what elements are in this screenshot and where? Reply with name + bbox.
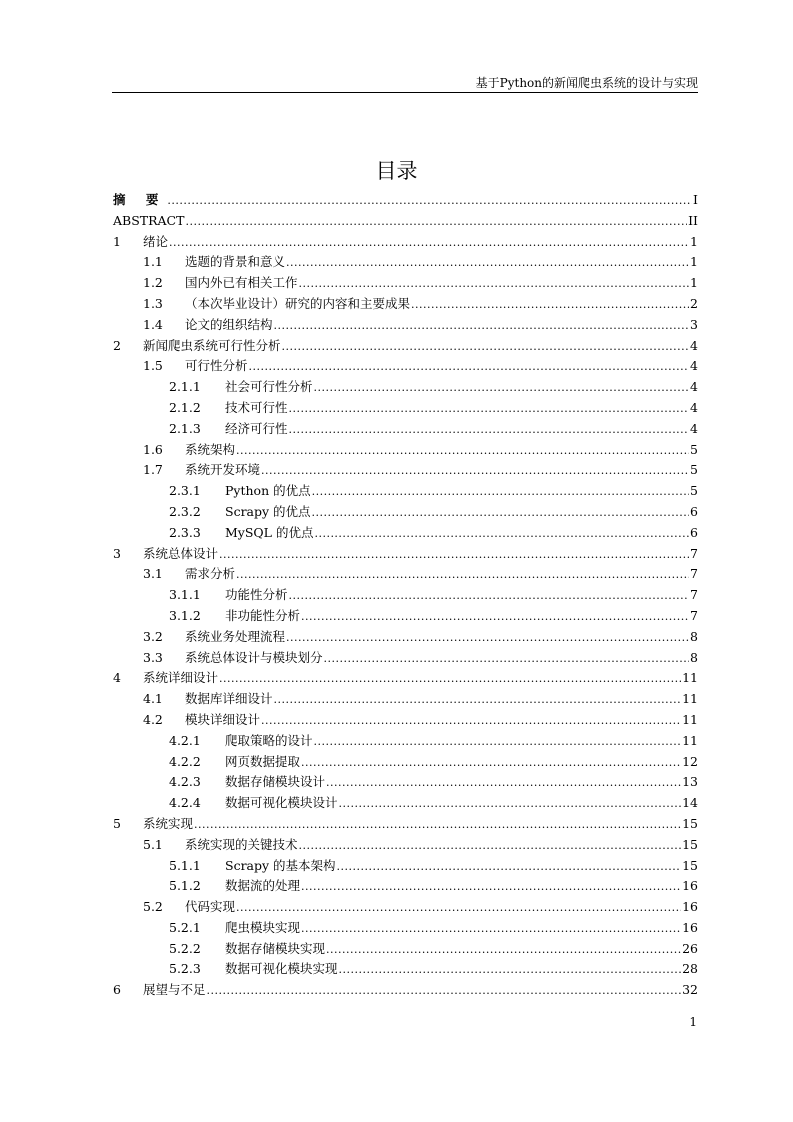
toc-entry-number: 5.1 — [143, 836, 163, 852]
toc-entry-label: 论文的组织结构 — [185, 316, 273, 332]
toc-dot-leader — [326, 773, 681, 794]
toc-entry[interactable] — [113, 627, 698, 648]
toc-entry-label: 新闻爬虫系统可行性分析 — [143, 337, 281, 353]
toc-entry-number: 1.6 — [143, 441, 163, 457]
toc-entry-page: 3 — [690, 316, 698, 332]
toc-entry[interactable] — [113, 731, 698, 752]
toc-entry[interactable] — [113, 752, 698, 773]
toc-entry[interactable] — [113, 252, 698, 273]
toc-entry-number: 3.1.2 — [169, 607, 201, 623]
toc-entry-page: I — [693, 192, 698, 207]
toc-entry[interactable] — [113, 876, 698, 897]
toc-entry-number: 5.2.3 — [169, 961, 201, 977]
toc-entry-number: 4.2.4 — [169, 795, 201, 811]
toc-entry[interactable] — [113, 710, 698, 731]
toc-entry[interactable] — [113, 835, 698, 856]
toc-dot-leader — [249, 357, 690, 378]
toc-entry-label: 数据存储模块设计 — [225, 774, 326, 790]
toc-entry[interactable] — [113, 897, 698, 918]
toc-entry-page: 7 — [690, 607, 698, 623]
toc-entry-number: 6 — [113, 982, 121, 998]
toc-entry-label: ABSTRACT — [113, 212, 185, 228]
toc-entry-page: 4 — [690, 420, 698, 436]
toc-entry-page: 4 — [690, 379, 698, 395]
toc-entry-label: Python 的优点 — [225, 483, 311, 499]
toc-entry-page: 6 — [690, 524, 698, 540]
toc-dot-leader — [194, 815, 681, 836]
toc-dot-leader — [314, 732, 682, 753]
toc-entry-label: 经济可行性 — [225, 420, 288, 436]
toc-entry-page: 4 — [690, 358, 698, 374]
toc-entry-page: 1 — [690, 254, 698, 270]
toc-dot-leader — [289, 420, 690, 441]
toc-entry-label: 社会可行性分析 — [225, 379, 313, 395]
toc-entry-page: 2 — [690, 295, 698, 311]
toc-dot-leader — [299, 274, 690, 295]
toc-entry-label: 爬取策略的设计 — [225, 732, 313, 748]
toc-entry-number: 2 — [113, 337, 121, 353]
toc-entry-page: 16 — [682, 899, 698, 915]
toc-entry-page: 11 — [682, 691, 698, 707]
toc-entry[interactable] — [113, 918, 698, 939]
toc-dot-leader — [167, 191, 692, 212]
toc-entry-page: 8 — [690, 649, 698, 665]
toc-entry-number: 4.2.3 — [169, 774, 201, 790]
toc-entry[interactable] — [113, 190, 698, 211]
toc-entry-number: 5.1.1 — [169, 857, 201, 873]
toc-dot-leader — [261, 711, 681, 732]
toc-entry-page: 7 — [690, 566, 698, 582]
toc-dot-leader — [301, 753, 681, 774]
toc-entry-page: 14 — [682, 795, 698, 811]
toc-entry-label: 非功能性分析 — [225, 607, 301, 623]
running-header: 基于Python的新闻爬虫系统的设计与实现 — [475, 76, 698, 90]
toc-entry-page: 12 — [682, 753, 698, 769]
toc-entry[interactable] — [113, 564, 698, 585]
toc-entry-label: 系统开发环境 — [185, 462, 261, 478]
toc-entry[interactable] — [113, 336, 698, 357]
toc-entry-number: 3.1.1 — [169, 587, 201, 603]
toc-entry-label: 数据流的处理 — [225, 878, 301, 894]
toc-entry[interactable] — [113, 440, 698, 461]
toc-entry-number: 5 — [113, 815, 121, 831]
toc-entry[interactable] — [113, 398, 698, 419]
toc-entry-page: 15 — [682, 815, 698, 831]
toc-entry-number: 5.2.1 — [169, 919, 201, 935]
header-divider — [112, 92, 698, 93]
toc-entry-label: 摘 要 — [113, 192, 167, 207]
toc-entry[interactable] — [113, 959, 698, 980]
toc-dot-leader — [324, 649, 690, 670]
toc-entry-page: 4 — [690, 337, 698, 353]
toc-entry-label: 国内外已有相关工作 — [185, 275, 298, 291]
toc-dot-leader — [337, 857, 682, 878]
toc-entry-label: 系统架构 — [185, 441, 236, 457]
toc-entry-page: II — [688, 212, 698, 228]
toc-entry[interactable] — [113, 585, 698, 606]
toc-entry-number: 5.2.2 — [169, 940, 201, 956]
toc-entry-number: 1.1 — [143, 254, 163, 270]
toc-entry-number: 3.3 — [143, 649, 163, 665]
toc-entry-page: 7 — [690, 545, 698, 561]
toc-entry-label: 展望与不足 — [143, 982, 206, 998]
toc-entry-page: 11 — [682, 711, 698, 727]
toc-entry-label: Scrapy 的基本架构 — [225, 857, 336, 873]
toc-entry-number: 1.5 — [143, 358, 163, 374]
toc-entry-number: 2.3.2 — [169, 503, 201, 519]
toc-entry[interactable] — [113, 356, 698, 377]
toc-entry[interactable] — [113, 689, 698, 710]
toc-entry[interactable] — [113, 419, 698, 440]
toc-entry-number: 2.3.1 — [169, 483, 201, 499]
toc-entry-label: 数据库详细设计 — [185, 691, 273, 707]
toc-entry-page: 1 — [690, 275, 698, 291]
toc-dot-leader — [219, 545, 689, 566]
toc-entry[interactable] — [113, 772, 698, 793]
toc-entry[interactable] — [113, 648, 698, 669]
toc-entry-number: 3.2 — [143, 628, 163, 644]
toc-entry-label: 绪论 — [143, 233, 169, 249]
toc-dot-leader — [339, 794, 682, 815]
toc-entry-number: 2.1.3 — [169, 420, 201, 436]
toc-entry-label: 系统实现 — [143, 815, 194, 831]
toc-dot-leader — [236, 441, 689, 462]
toc-entry[interactable] — [113, 377, 698, 398]
toc-entry-page: 26 — [682, 940, 698, 956]
toc-entry-number: 3.1 — [143, 566, 163, 582]
toc-dot-leader — [312, 503, 690, 524]
toc-entry[interactable] — [113, 544, 698, 565]
toc-entry-page: 5 — [690, 441, 698, 457]
toc-dot-leader — [301, 919, 681, 940]
toc-dot-leader — [286, 253, 689, 274]
toc-entry[interactable] — [113, 232, 698, 253]
toc-dot-leader — [289, 586, 690, 607]
toc-entry-label: 系统总体设计与模块划分 — [185, 649, 323, 665]
toc-dot-leader — [339, 960, 682, 981]
toc-dot-leader — [314, 378, 690, 399]
toc-entry[interactable] — [113, 668, 698, 689]
toc-entry-label: （本次毕业设计）研究的内容和主要成果 — [185, 295, 411, 311]
toc-entry-label: 数据存储模块实现 — [225, 940, 326, 956]
toc-dot-leader — [326, 940, 681, 961]
toc-entry-number: 3 — [113, 545, 121, 561]
toc-dot-leader — [236, 898, 681, 919]
toc-entry-label: 系统详细设计 — [143, 670, 219, 686]
toc-entry-page: 8 — [690, 628, 698, 644]
toc-dot-leader — [207, 981, 682, 1002]
toc-entry-label: 代码实现 — [185, 899, 236, 915]
toc-entry-number: 2.1.2 — [169, 399, 201, 415]
toc-entry-page: 5 — [690, 483, 698, 499]
toc-entry-page: 7 — [690, 587, 698, 603]
toc-entry-label: 可行性分析 — [185, 358, 248, 374]
toc-entry-number: 1.7 — [143, 462, 163, 478]
toc-entry-label: 系统总体设计 — [143, 545, 219, 561]
toc-dot-leader — [286, 628, 689, 649]
toc-entry[interactable] — [113, 856, 698, 877]
toc-entry-page: 32 — [682, 982, 698, 998]
toc-entry-page: 11 — [682, 670, 698, 686]
toc-dot-leader — [299, 836, 682, 857]
toc-entry-number: 1.4 — [143, 316, 163, 332]
toc-dot-leader — [312, 482, 689, 503]
toc-entry-number: 2.1.1 — [169, 379, 201, 395]
toc-dot-leader — [219, 669, 681, 690]
toc-entry-page: 1 — [690, 233, 698, 249]
toc-entry[interactable] — [113, 294, 698, 315]
toc-entry-number: 5.2 — [143, 899, 163, 915]
toc-entry-page: 16 — [682, 878, 698, 894]
toc-entry-page: 15 — [682, 857, 698, 873]
toc-entry-label: 技术可行性 — [225, 399, 288, 415]
toc-entry[interactable] — [113, 939, 698, 960]
toc-entry[interactable] — [113, 523, 698, 544]
toc-dot-leader — [289, 399, 690, 420]
toc-entry-number: 4 — [113, 670, 121, 686]
toc-dot-leader — [261, 461, 689, 482]
toc-entry-page: 4 — [690, 399, 698, 415]
toc-entry[interactable] — [113, 460, 698, 481]
toc-entry-label: 数据可视化模块设计 — [225, 795, 338, 811]
page-number: 1 — [689, 1015, 697, 1029]
toc-dot-leader — [411, 295, 689, 316]
toc-entry[interactable] — [113, 606, 698, 627]
toc-entry-page: 6 — [690, 503, 698, 519]
toc-dot-leader — [169, 233, 689, 254]
toc-entry-number: 4.2 — [143, 711, 163, 727]
toc-entry-label: MySQL 的优点 — [225, 524, 314, 540]
toc-entry[interactable] — [113, 273, 698, 294]
toc-entry[interactable] — [113, 315, 698, 336]
toc-entry-page: 28 — [682, 961, 698, 977]
toc-dot-leader — [274, 690, 682, 711]
toc-entry-label: 系统业务处理流程 — [185, 628, 286, 644]
toc-dot-leader — [314, 524, 689, 545]
toc-entry-label: 功能性分析 — [225, 587, 288, 603]
toc-entry[interactable] — [113, 481, 698, 502]
toc-entry[interactable] — [113, 814, 698, 835]
toc-entry-number: 1.3 — [143, 295, 163, 311]
toc-entry-label: 数据可视化模块实现 — [225, 961, 338, 977]
table-of-contents — [113, 190, 698, 1001]
toc-dot-leader — [236, 565, 689, 586]
toc-entry-label: 爬虫模块实现 — [225, 919, 301, 935]
toc-entry[interactable] — [113, 502, 698, 523]
toc-entry-page: 15 — [682, 836, 698, 852]
toc-entry-number: 1.2 — [143, 275, 163, 291]
toc-entry-page: 5 — [690, 462, 698, 478]
toc-entry-label: 需求分析 — [185, 566, 236, 582]
toc-entry-label: 模块详细设计 — [185, 711, 261, 727]
toc-entry-page: 11 — [682, 732, 698, 748]
toc-entry-number: 1 — [113, 233, 121, 249]
toc-entry-number: 5.1.2 — [169, 878, 201, 894]
toc-entry-page: 13 — [682, 774, 698, 790]
toc-entry-number: 4.2.1 — [169, 732, 201, 748]
toc-dot-leader — [301, 877, 681, 898]
toc-dot-leader — [282, 337, 690, 358]
toc-dot-leader — [185, 212, 687, 233]
toc-dot-leader — [301, 607, 689, 628]
toc-entry[interactable] — [113, 211, 698, 232]
toc-entry-number: 2.3.3 — [169, 524, 201, 540]
toc-entry-label: 系统实现的关键技术 — [185, 836, 298, 852]
toc-entry[interactable] — [113, 793, 698, 814]
toc-entry-number: 4.2.2 — [169, 753, 201, 769]
toc-title: 目录 — [375, 159, 418, 183]
toc-entry-label: 选题的背景和意义 — [185, 254, 286, 270]
toc-entry-label: 网页数据提取 — [225, 753, 301, 769]
toc-entry-label: Scrapy 的优点 — [225, 503, 311, 519]
toc-dot-leader — [274, 316, 690, 337]
toc-entry-page: 16 — [682, 919, 698, 935]
toc-entry-number: 4.1 — [143, 691, 163, 707]
toc-entry[interactable] — [113, 980, 698, 1001]
